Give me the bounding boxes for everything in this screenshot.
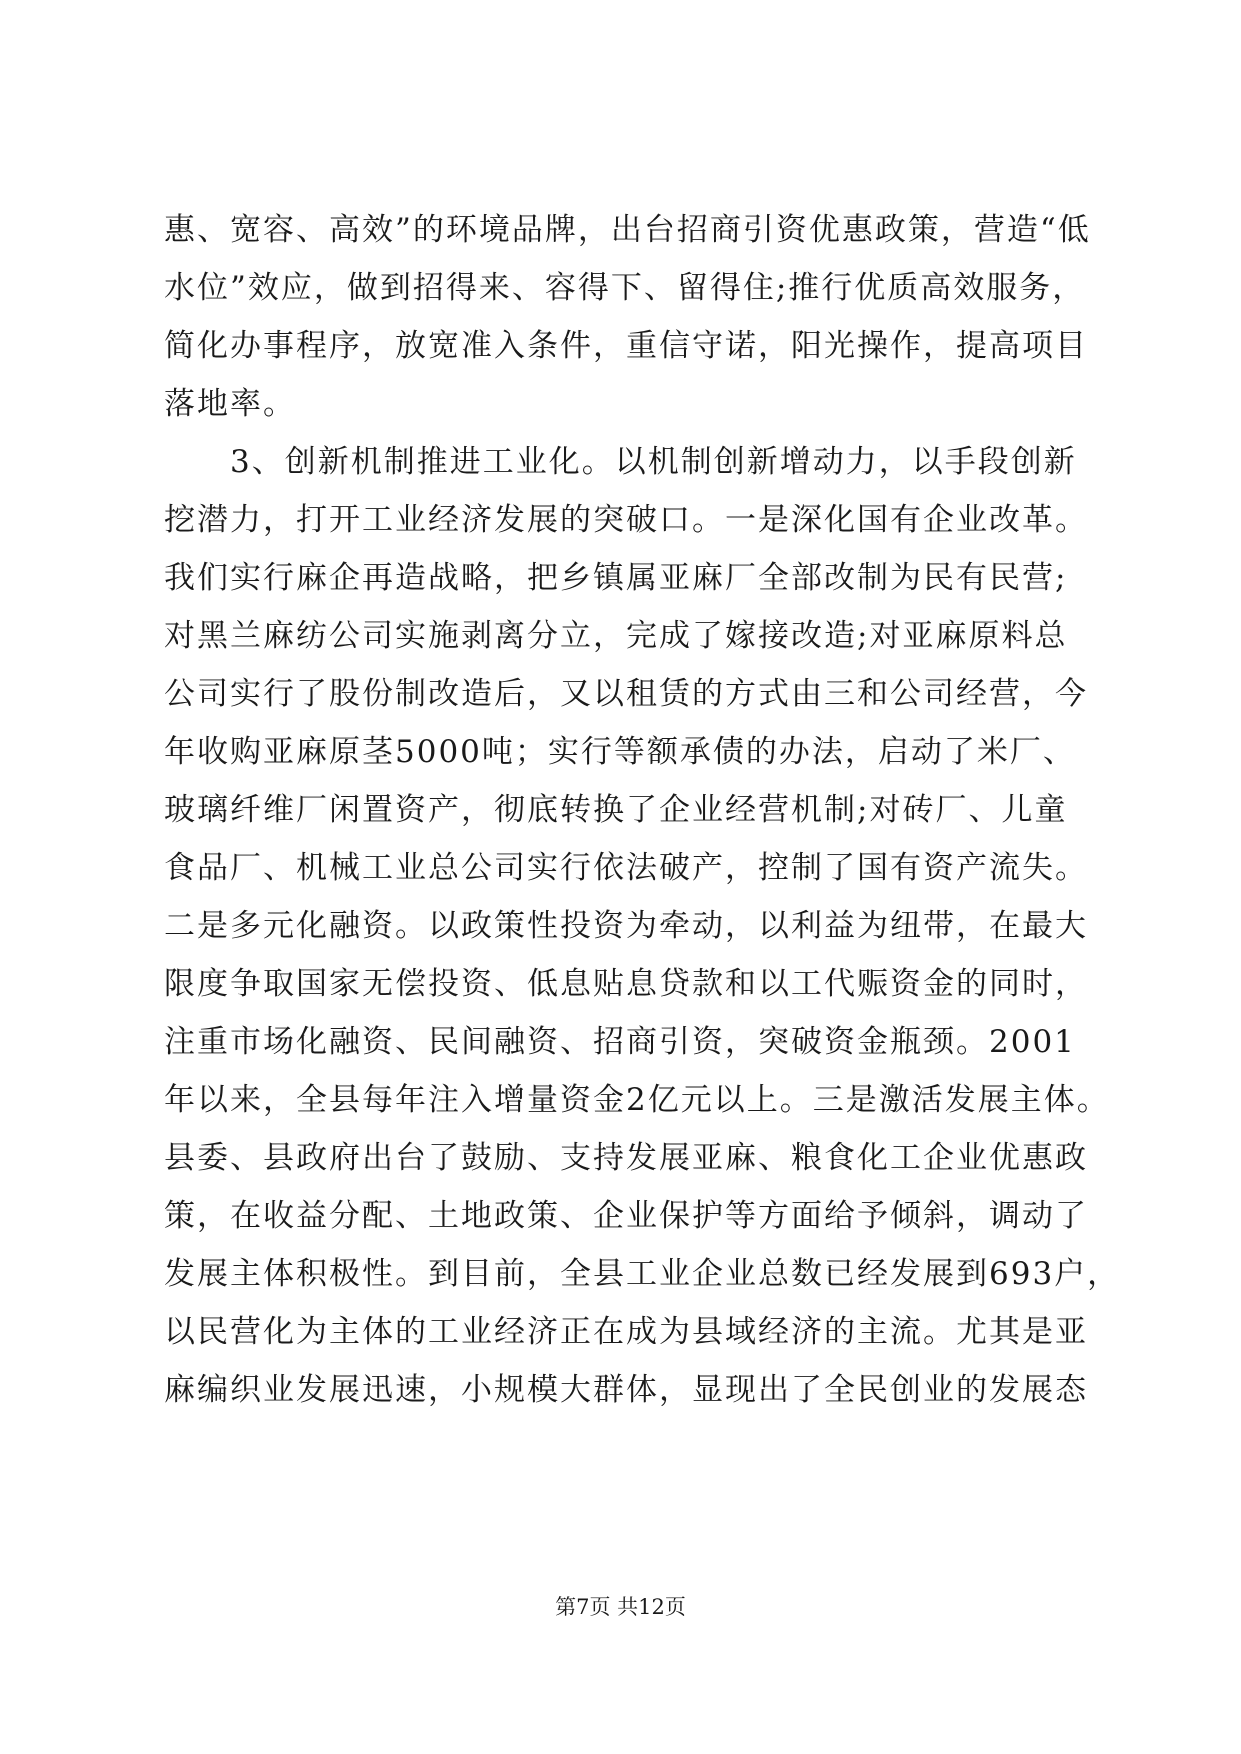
page-number-footer: 第7页 共12页 [555,1595,686,1619]
body-text-line: 公司实行了股份制改造后，又以租赁的方式由三和公司经营，今 [164,676,1088,712]
body-text-line: 发展主体积极性。到目前，全县工业企业总数已经发展到693户， [164,1256,1121,1292]
body-text-line: 简化办事程序，放宽准入条件，重信守诺，阳光操作，提高项目 [164,328,1088,364]
body-text-line: 限度争取国家无偿投资、低息贴息贷款和以工代赈资金的同时， [164,966,1088,1002]
body-text-line: 麻编织业发展迅速，小规模大群体，显现出了全民创业的发展态 [164,1372,1088,1408]
body-text-line: 食品厂、机械工业总公司实行依法破产，控制了国有资产流失。 [164,850,1088,886]
body-text-line: 注重市场化融资、民间融资、招商引资，突破资金瓶颈。2001 [164,1024,1076,1060]
body-text-line: 年以来，全县每年注入增量资金2亿元以上。三是激活发展主体。 [164,1082,1110,1118]
body-text-line: 县委、县政府出台了鼓励、支持发展亚麻、粮食化工企业优惠政 [164,1140,1088,1176]
body-text-line: 策，在收益分配、土地政策、企业保护等方面给予倾斜，调动了 [164,1198,1088,1234]
section-heading-paragraph-start: 3、创新机制推进工业化。以机制创新增动力，以手段创新 [230,444,1077,480]
body-text-line: 二是多元化融资。以政策性投资为牵动，以利益为纽带，在最大 [164,908,1088,944]
body-text-line: 玻璃纤维厂闲置资产，彻底转换了企业经营机制;对砖厂、儿童 [164,792,1068,828]
body-text-line: 对黑兰麻纺公司实施剥离分立，完成了嫁接改造;对亚麻原料总 [164,618,1068,654]
body-text-line: 挖潜力，打开工业经济发展的突破口。一是深化国有企业改革。 [164,502,1088,538]
body-text-line: 水位”效应，做到招得来、容得下、留得住;推行优质高效服务， [164,270,1086,306]
body-text-line: 惠、宽容、高效”的环境品牌，出台招商引资优惠政策，营造“低 [164,212,1091,248]
body-text-line: 落地率。 [164,386,296,422]
body-text-line: 年收购亚麻原茎5000吨；实行等额承债的办法，启动了米厂、 [164,734,1076,770]
body-text-line: 以民营化为主体的工业经济正在成为县域经济的主流。尤其是亚 [164,1314,1088,1350]
body-text-line: 我们实行麻企再造战略，把乡镇属亚麻厂全部改制为民有民营; [164,560,1068,596]
